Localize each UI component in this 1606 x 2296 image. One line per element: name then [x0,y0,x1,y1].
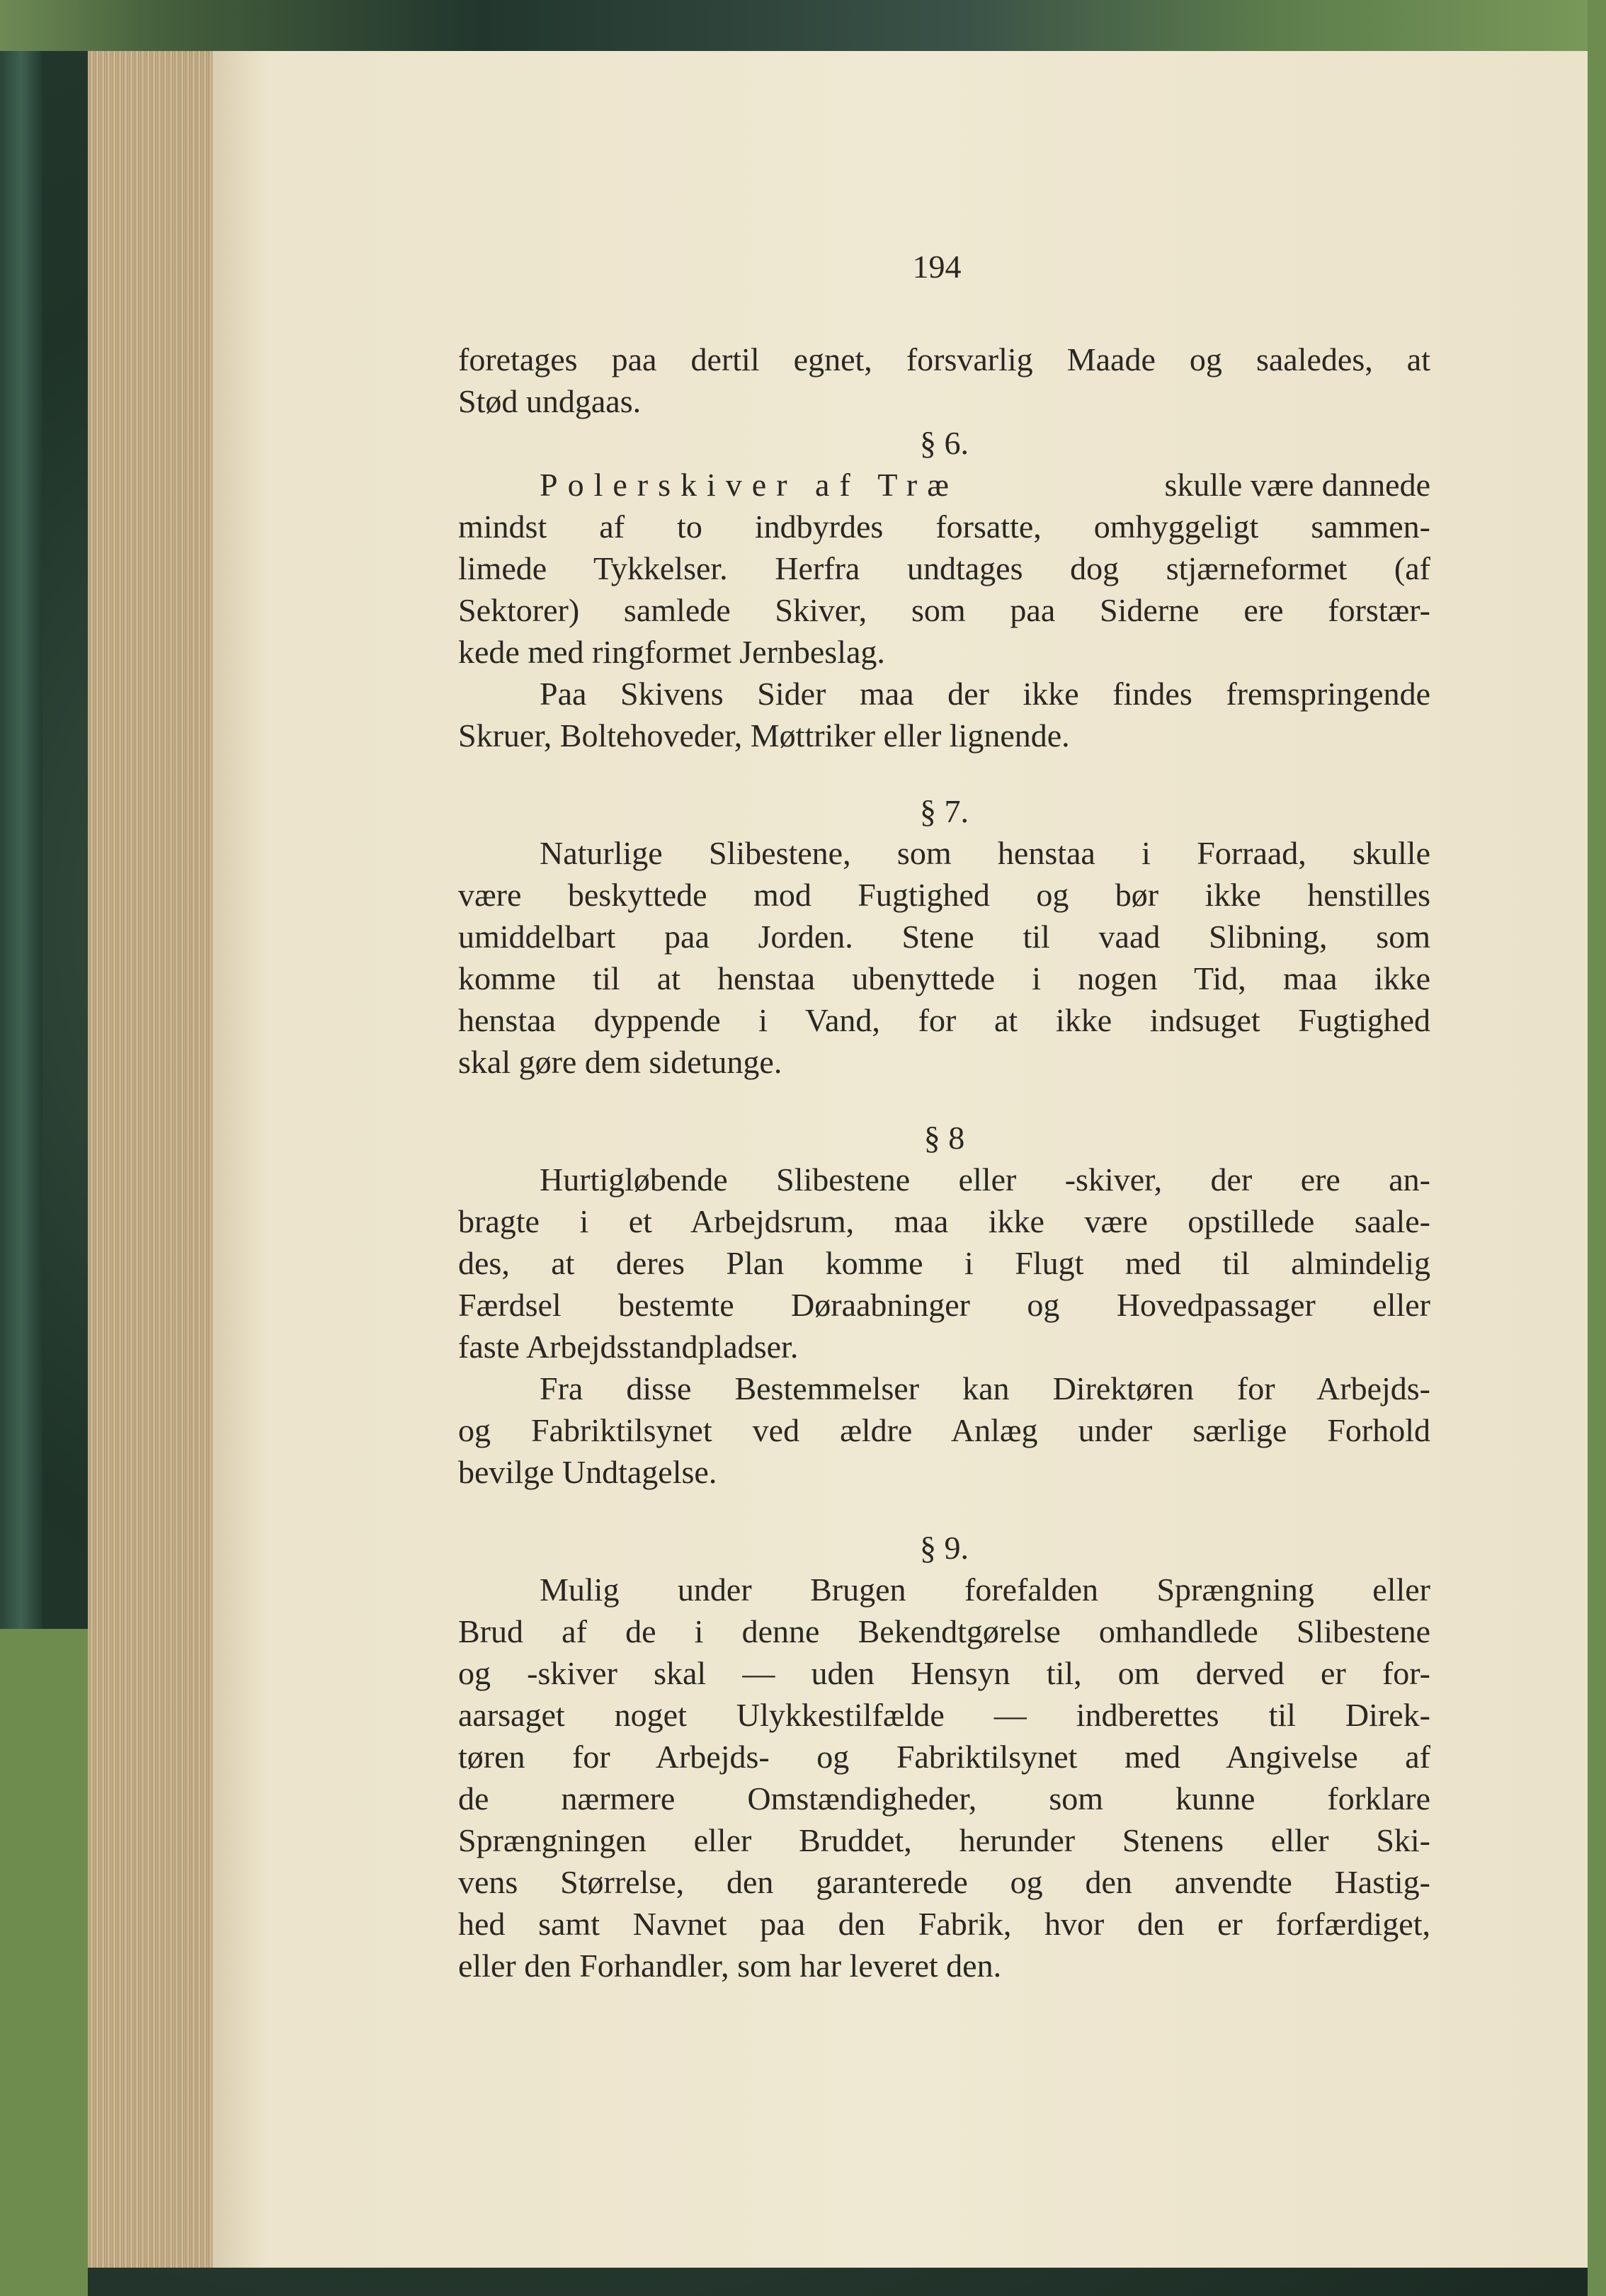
text-line: Stød undgaas. [458,383,642,419]
text-line: limede Tykkelser. Herfra undtages dog stjærneformet (af [458,550,1430,586]
text-line: Fra disse Bestemmelser kan Direktøren for Arbejds- [540,1370,1430,1406]
page-body [458,339,1430,1987]
text-line: aarsaget noget Ulykkestilfælde — indberettes til Direk- [458,1697,1430,1733]
text-line: Brud af de i denne Bekendtgørelse omhandlede Slibestene [458,1613,1430,1649]
book-cover-top [0,0,1606,51]
page-edges [88,51,220,2268]
text-line: umiddelbart paa Jorden. Stene til vaad Slibning, som [458,919,1430,955]
text-line: des, at deres Plan komme i Flugt med til almindelig [458,1245,1430,1281]
text-line: kede med ringformet Jernbeslag. [458,634,885,670]
text-line: Færdsel bestemte Døraabninger og Hovedpassager eller [458,1287,1430,1323]
text-line: Skruer, Boltehoveder, Møttriker eller lignende. [458,717,1070,754]
section-heading: § 8 [923,1120,965,1156]
book-cover-right [1588,0,1606,2296]
text-line: mindst af to indbyrdes forsatte, omhyggeligt sammen- [458,508,1430,545]
text-line: Paa Skivens Sider maa der ikke findes fremspringende [540,676,1430,712]
text-line: og -skiver skal — uden Hensyn til, om derved er for- [458,1655,1430,1691]
text-line: skal gøre dem sidetunge. [458,1044,782,1080]
text-line: bragte i et Arbejdsrum, maa ikke være opstillede saale- [458,1203,1430,1239]
text-line: komme til at henstaa ubenyttede i nogen Tid, maa ikke [458,960,1430,996]
text-line: Mulig under Brugen forefalden Sprængning eller [540,1572,1430,1608]
text-line: hed samt Navnet paa den Fabrik, hvor den er forfærdiget, [458,1906,1430,1942]
section-heading: § 7. [920,793,969,829]
book-cover-left-green [0,1629,88,2296]
page-number: 194 [912,249,962,285]
text-line [458,464,1430,506]
section-heading: § 9. [920,1530,969,1566]
text-line: Sektorer) samlede Skiver, som paa Siderne ere forstær- [458,592,1430,628]
text-segment: skulle være dannede [1164,467,1430,503]
text-line: bevilge Undtagelse. [458,1454,717,1490]
text-line: vens Størrelse, den garanterede og den anvendte Hastig- [458,1864,1430,1900]
text-line: tøren for Arbejds- og Fabriktilsynet med Angivelse af [458,1739,1430,1775]
text-line: og Fabriktilsynet ved ældre Anlæg under særlige Forhold [458,1412,1430,1448]
text-line: Hurtigløbende Slibestene eller -skiver, der ere an- [540,1161,1430,1198]
text-line: faste Arbejdsstandpladser. [458,1329,799,1365]
text-line: de nærmere Omstændigheder, som kunne forklare [458,1780,1430,1817]
text-line: Sprængningen eller Bruddet, herunder Stenens eller Ski- [458,1822,1430,1858]
text-line: henstaa dyppende i Vand, for at ikke indsuget Fugtighed [458,1002,1430,1038]
text-line: være beskyttede mod Fugtighed og bør ikke henstilles [458,877,1430,913]
text-line: Naturlige Slibestene, som henstaa i Forraad, skulle [540,835,1430,871]
text-line: foretages paa dertil egnet, forsvarlig Maade og saaledes, at [458,341,1430,377]
text-line: eller den Forhandler, som har leveret den. [458,1948,1002,1984]
section-heading: § 6. [920,425,969,461]
spaced-term: Polerskiver af Træ [540,467,959,503]
